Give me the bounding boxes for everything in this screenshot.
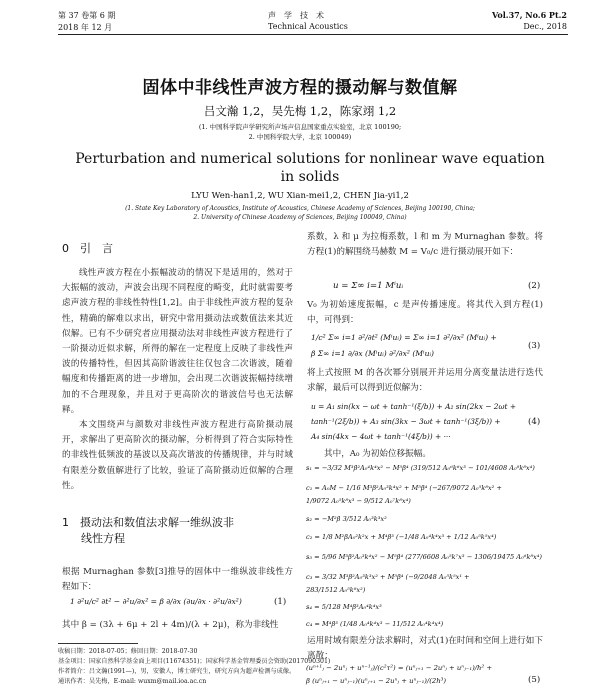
equation-4a: u = A₁ sin(kx − ωt + tanh⁻¹(ξ/b)) + A₂ sin(2kx − 2ωt + <box>311 402 517 411</box>
affiliation-cn-1: (1. 中国科学院声学研究所声场声信息国家重点实验室，北京 100190; <box>198 123 402 131</box>
equation-c1-cont: 1/9072 A₀⁵k⁸x³ − 9/512 A₀⁷k⁸x⁴) <box>306 497 411 505</box>
page-title-cn: 固体中非线性声波方程的摄动解与数值解 <box>142 78 458 98</box>
equation-s4: s₄ = 5/128 M⁴β³A₀⁴k⁴x³ <box>306 603 382 611</box>
authors-cn: 吕文瀚 1,2，吴先梅 1,2，陈家翊 1,2 <box>203 104 397 118</box>
header-issue-cn: 第 37 卷第 6 期 <box>58 11 116 20</box>
equation-c3: c₃ = 3/32 M³β²A₀³k³x² + M⁵β⁴ (−9/2048 A₀⁵k⁵x¹ + <box>306 573 470 581</box>
section-1-heading <box>62 515 234 547</box>
title-en-line1: Perturbation and numerical solutions for nonlinear wave equation <box>75 151 545 167</box>
footnote-fund: 基金项目：国家自然科学基金面上项目(11674351)；国家科学基金管理委员会资助(2017090301) <box>58 658 331 665</box>
section-1-heading-line1: 1 摄动法和数值法求解一维纵波非 <box>62 516 234 529</box>
affiliation-en-1: (1. State Key Laboratory of Acoustics, Institute of Acoustics, Chinese Academy of Sciences, Beijing 100190, China; <box>125 205 475 212</box>
intro-block <box>62 266 293 491</box>
equation-4-number: (4) <box>528 417 541 427</box>
equation-1-number: (1) <box>274 597 287 607</box>
equation-4b: tanh⁻¹(2ξ/b)) + A₃ sin(3kx − 3ωt + tanh⁻¹(3ξ/b)) + <box>311 417 501 426</box>
header-date-cn: 2018 年 12 月 <box>58 23 113 32</box>
equation-3a: 1/c² Σ∞ i=1 ∂²/∂t² (Mⁱuᵢ) = Σ∞ i=1 ∂²/∂x² (Mⁱuᵢ) + <box>311 333 497 342</box>
right-paragraph-5: 运用时域有限差分法求解时，对式(1)在时间和空间上进行如下离散： <box>307 636 543 662</box>
equation-3-number: (3) <box>528 341 541 351</box>
equation-4c: A₄ sin(4kx − 4ωt + tanh⁻¹(4ξ/b)) + ··· <box>311 432 451 441</box>
footnote-corresponding: 通讯作者：吴先梅，E-mail: wuxm@mail.ioa.ac.cn <box>58 678 207 685</box>
header-vol-en: Vol.37, No.6 Pt.2 <box>491 10 567 20</box>
authors-en: LYU Wen-han1,2, WU Xian-mei1,2, CHEN Jia-yi1,2 <box>191 191 409 201</box>
equation-1: 1 ∂²u/c² ∂t² − ∂²u/∂x² = β ∂/∂x (∂u/∂x · ∂²u/∂x²) <box>70 597 242 606</box>
footnote-author: 作者简介：吕文瀚(1991—)，男，安徽人，博士研究生，研究方向为超声检测与成像。 <box>58 668 296 675</box>
equation-c4: c₄ = M⁴β³ (1/48 A₀⁴k⁴x³ − 11/512 A₀⁴k⁴x⁴) <box>306 620 444 628</box>
affiliation-en-2: 2. University of Chinese Academy of Sciences, Beijing 100049, China) <box>193 214 407 221</box>
equation-s1: s₁ = −3/32 M³β²A₀⁴k⁴x² − M⁵β⁴ (319/512 A₀⁶k⁶x³ − 101/4608 A₀⁸k⁸x⁴) <box>306 464 535 472</box>
section-0-heading: 0 引 言 <box>62 242 113 255</box>
footnote-rule <box>58 643 138 644</box>
intro-paragraph-2: 本文围绕声与颜数对非线性声波方程进行高阶摄动展开，求解出了更高阶次的摄动解，分析得到了符合实际特性的非线性低频波的基波以及高次谐波的传播规律，并与时域有限差分数值解进行了比较，验证了高阶摄动近似解的合理性。 <box>62 420 293 491</box>
section-1-heading-line2: 线性方程 <box>81 532 125 545</box>
header-journal-cn: 声 学 技 术 <box>268 11 324 20</box>
equation-c2: c₂ = 1/8 M²βA₀²k²x + M⁴β³ (−1/48 A₀⁴k⁴x³ + 1/12 A₀⁵k⁵x⁴) <box>306 533 497 541</box>
right-paragraph-4: 其中，A₀ 为初始位移振幅。 <box>324 449 431 459</box>
right-paragraph-2: V₀ 为初始速度振幅，c 是声传播速度。将其代入到方程(1)中，可得到： <box>307 300 543 326</box>
equation-c3-cont: 283/1512 A₀⁵k⁸x²) <box>306 586 366 594</box>
right-paragraph-1: 系数，λ 和 μ 为拉梅系数，l 和 m 为 Murnaghan 参数。将方程(1)的解围绕马赫数 M = V₀/c 进行摄动展开如下： <box>307 232 543 258</box>
equation-5a: (uⁿ⁺¹ⱼ − 2uⁿⱼ + uⁿ⁻¹ⱼ)/(c²τ²) = (uⁿⱼ₊₁ − 2uⁿⱼ + uⁿⱼ₋₁)/h² + <box>306 664 493 672</box>
equation-2-number: (2) <box>528 281 541 291</box>
footnote-received: 收稿日期：2018-07-05；修回日期：2018-07-30 <box>58 648 198 655</box>
intro-paragraph-1: 线性声波方程在小振幅波动的情况下是适用的，然对于大振幅的波动，声波会出现不同程度的畸变，此时就需要考虑声波方程的非线性特性[1,2]。由于非线性声波方程的复杂性，精确的解难以求出，研究中常用摄动法或数值法来其近似解。已有不少研究者应用摄动法对非线性声波方程进行了一阶摄动近似求解，所得的解在一定程度上反映了非线性声波的传播特性，但因其高阶谐波往往仅包含二次谐波，随着幅度和传播距离的进一步增加，会出现二次谐波振幅持续增加的不合理现象，并且对于更高阶次的谐波信号也无法解释。 <box>62 268 293 415</box>
equation-5-number: (5) <box>528 675 541 685</box>
header-journal-en: Technical Acoustics <box>268 22 348 31</box>
equation-s3: s₃ = 5/96 M³β²A₀³k⁴x² − M⁵β⁴ (277/6608 A₀⁵k⁷x³ − 1306/19475 A₀⁶k⁸x⁴) <box>306 553 542 561</box>
equation-3b: β Σ∞ i=1 ∂/∂x (Mⁱuᵢ) ∂²/∂x² (Mⁱuᵢ) <box>311 349 434 358</box>
affiliation-cn-2: 2. 中国科学院大学，北京 100049) <box>248 133 352 141</box>
right-paragraph-3: 将上式按照 M 的各次幂分别展开并运用分离变量法进行迭代求解，最后可以得到近似解为： <box>307 368 543 394</box>
header-rule <box>58 34 568 35</box>
equation-2: u = Σ∞ i=1 Mⁱuᵢ <box>333 281 404 291</box>
footnote-block <box>58 647 331 687</box>
title-en-line2: in solids <box>280 169 340 185</box>
equation-5b: β (uⁿⱼ₊₁ − uⁿⱼ₋₁)(uⁿⱼ₊₁ − 2uⁿⱼ + uⁿⱼ₋₁)/(2h³) <box>306 677 446 685</box>
header-date-en: Dec., 2018 <box>523 22 567 31</box>
body-paragraph-2: 其中 β = (3λ + 6μ + 2l + 4m)/(λ + 2μ)，称为非线性 <box>62 620 279 630</box>
page-title-en <box>60 150 560 186</box>
body-paragraph-1: 根据 Murnaghan 参数[3]推导的固体中一维纵波非线性方程如下： <box>62 567 293 593</box>
equation-c1: c₁ = A₀M − 1/16 M³β²A₀³k⁴x² + M⁵β⁴ (−267/9072 A₀⁵k⁸x² + <box>306 484 502 492</box>
equation-s2: s₂ = −M²β 3/512 A₀³k³x² <box>306 515 387 523</box>
